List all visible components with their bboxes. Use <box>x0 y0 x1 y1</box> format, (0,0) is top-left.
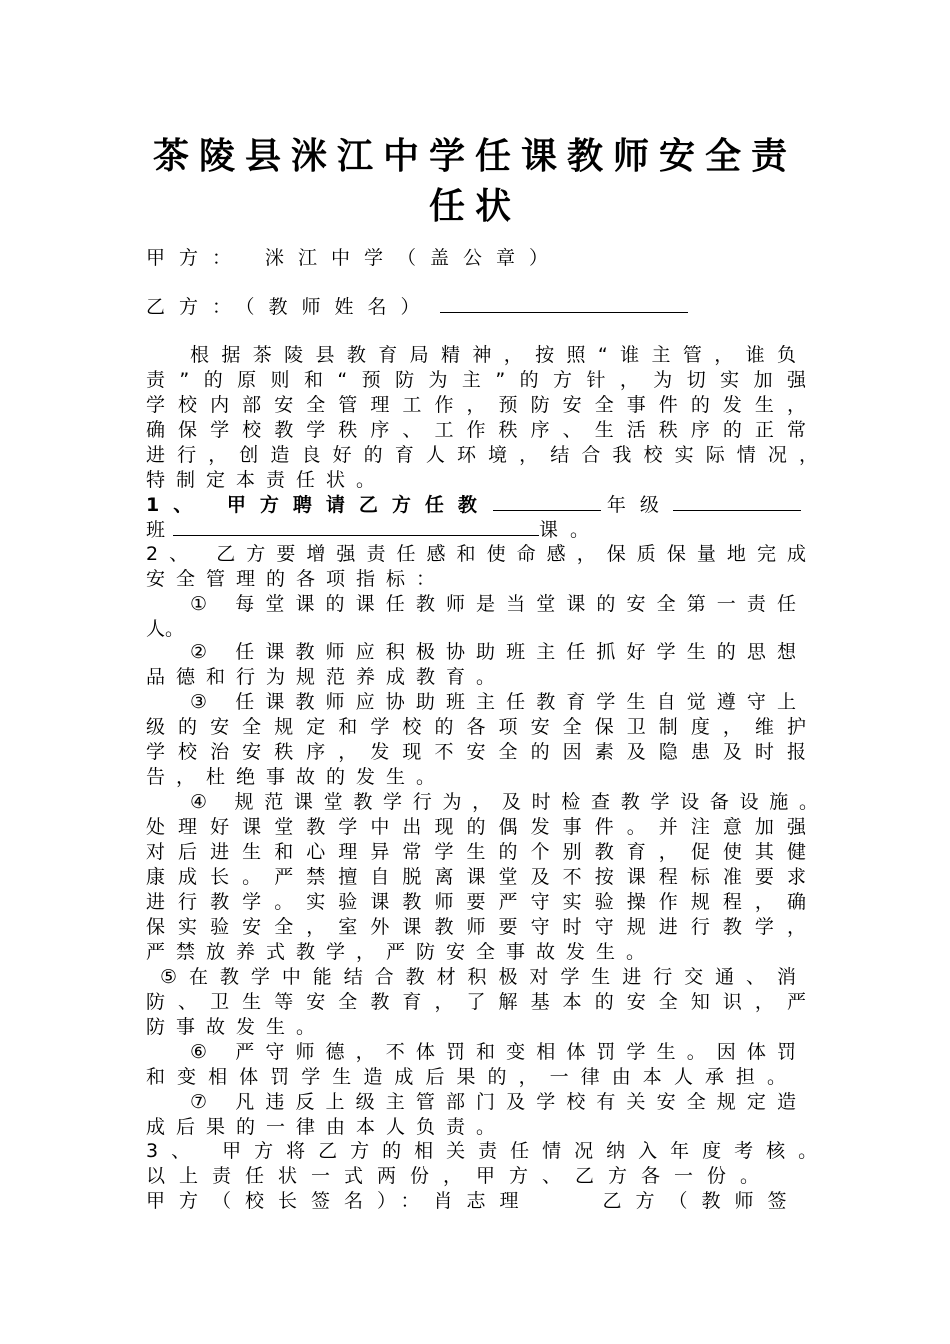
party-b-label: 乙方：（教师姓名） <box>146 296 434 318</box>
item2-line-12: 处理好课堂教学中出现的偶发事件。并注意加强 <box>146 816 806 838</box>
item2-line-5: ② 任课教师应积极协助班主任抓好学生的思想 <box>190 641 796 663</box>
item2-line-2: 安全管理的各项指标： <box>146 568 447 590</box>
teacher-name-blank[interactable] <box>440 294 688 313</box>
item2-line-14: 康成长。严禁擅自脱离课堂及不按课程标准要求 <box>146 866 806 888</box>
document-title-line-1: 茶陵县洣江中学任课教师安全责 <box>152 136 797 177</box>
item1-line-1 <box>146 492 806 517</box>
item2-line-6: 品德和行为规范养成教育。 <box>146 666 507 688</box>
party-b-line <box>146 294 806 319</box>
signature-line <box>146 1189 806 1213</box>
intro-line-5: 进行，创造良好的育人环境，结合我校实际情况， <box>146 444 818 466</box>
item2-line-21: ⑥ 严守师德，不体罚和变相体罚学生。因体罚 <box>190 1041 796 1063</box>
grade-blank[interactable] <box>673 492 801 511</box>
class-label: 班 <box>146 519 166 541</box>
item2-line-22: 和变相体罚学生造成后果的，一律由本人承担。 <box>146 1066 786 1088</box>
item2-line-13: 对后进生和心理异常学生的个别教育，促使其健 <box>146 841 806 863</box>
intro-line-4: 确保学校教学秩序、工作秩序、生活秩序的正常 <box>146 419 806 441</box>
party-a-line: 甲方： 洣江中学（盖公章） <box>146 247 563 269</box>
item2-line-23: ⑦ 凡违反上级主管部门及学校有关安全规定造 <box>190 1091 796 1113</box>
grade-label: 年级 <box>606 494 673 516</box>
subject-blank[interactable] <box>493 492 601 511</box>
item1-line-2 <box>146 517 806 542</box>
document-title-line-2: 任状 <box>428 186 521 227</box>
signature-party-b: 乙方（教师签 <box>602 1190 801 1212</box>
copies-line: 以上责任状一式两份，甲方、乙方各一份。 <box>146 1165 774 1187</box>
item2-line-20: 防事故发生。 <box>146 1016 327 1038</box>
item2-line-18: ⑤在教学中能结合教材积极对学生进行交通、消 <box>160 966 796 988</box>
course-label: 课。 <box>539 519 602 541</box>
item2-line-16: 保实验安全，室外课教师要守时守规进行教学， <box>146 916 806 938</box>
item2-line-15: 进行教学。实验课教师要严守实验操作规程，确 <box>146 891 806 913</box>
item1-prefix: 1、 甲方聘请乙方任教 <box>146 494 491 516</box>
item2-line-9: 学校治安秩序，发现不安全的因素及隐患及时报 <box>146 741 806 763</box>
item2-line-19: 防、卫生等安全教育，了解基本的安全知识，严 <box>146 991 806 1013</box>
signature-party-a: 甲方（校长签名）：肖志理 <box>146 1190 533 1212</box>
item2-line-11: ④ 规范课堂教学行为，及时检查教学设备设施。 <box>190 791 818 813</box>
intro-line-1: 根据茶陵县教育局精神，按照“谁主管，谁负 <box>190 344 796 366</box>
item2-line-1: 2、 乙方要增强责任感和使命感，保质保量地完成 <box>146 543 806 565</box>
item2-line-17: 严禁放养式教学，严防安全事故发生。 <box>146 941 657 963</box>
item2-line-4: 人。 <box>146 618 185 640</box>
item2-line-8: 级的安全规定和学校的各项安全保卫制度，维护 <box>146 716 806 738</box>
item2-line-3: ① 每堂课的课任教师是当堂课的安全第一责任 <box>190 593 796 615</box>
item2-line-10: 告，杜绝事故的发生。 <box>146 766 447 788</box>
item3-line: 3、 甲方将乙方的相关责任情况纳入年度考核。 <box>146 1140 831 1162</box>
class-blank[interactable] <box>173 517 539 536</box>
intro-line-3: 学校内部安全管理工作，预防安全事件的发生， <box>146 394 806 416</box>
item2-line-7: ③ 任课教师应协助班主任教育学生自觉遵守上 <box>190 691 796 713</box>
item2-line-24: 成后果的一律由本人负责。 <box>146 1116 507 1138</box>
intro-line-2: 责”的原则和“预防为主”的方针，为切实加强 <box>146 369 806 391</box>
intro-line-6: 特制定本责任状。 <box>146 469 387 491</box>
